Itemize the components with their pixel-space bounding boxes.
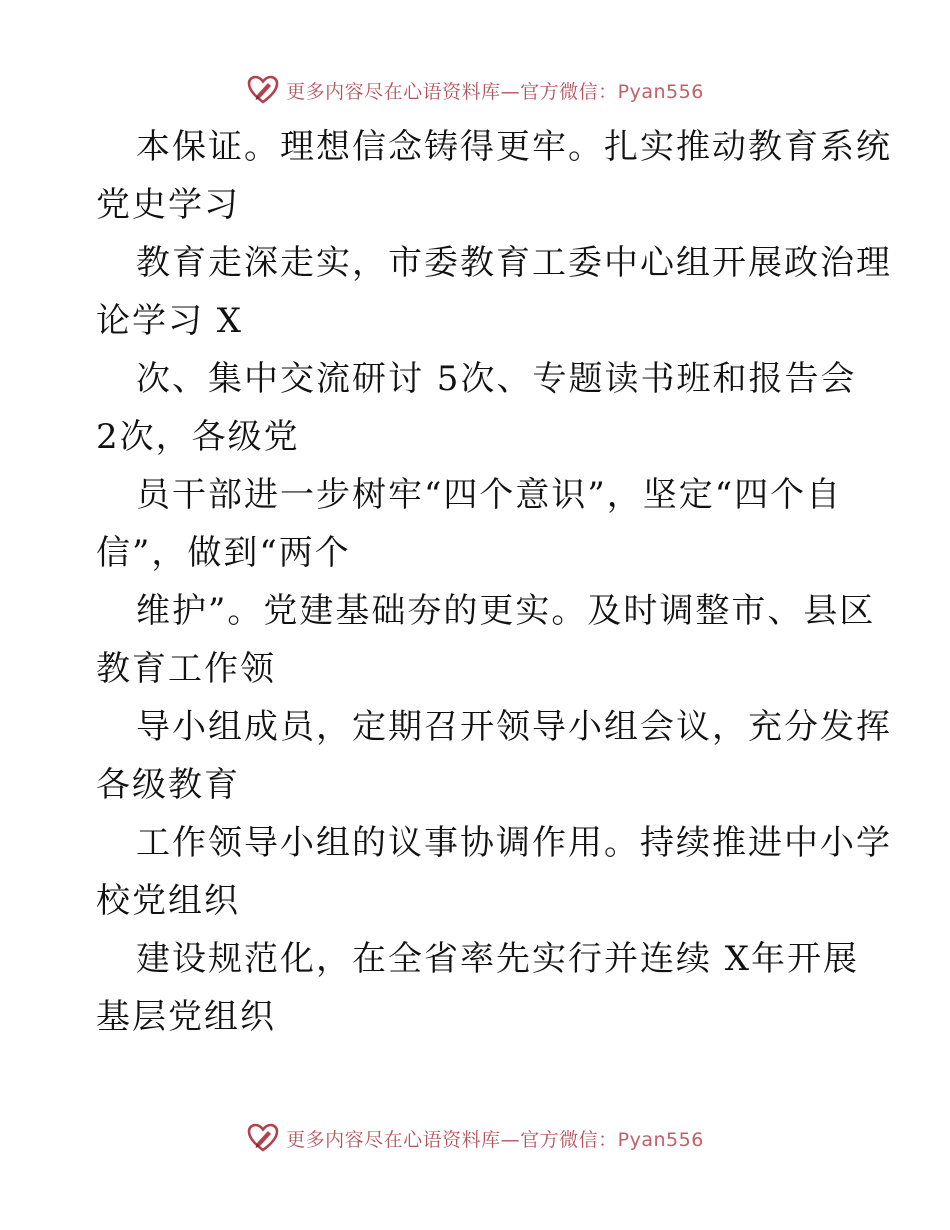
text-line: 2次，各级党: [96, 417, 300, 457]
text-line: 员干部进一步树牢“四个意识”，坚定“四个自: [136, 475, 843, 515]
text-line: 工作领导小组的议事协调作用。持续推进中小学: [136, 823, 892, 863]
text-line: 校党组织: [96, 881, 240, 921]
heart-pen-logo-icon: [246, 1121, 280, 1155]
text-line: 基层党组织: [96, 997, 276, 1037]
text-line: 次、集中交流研讨 5次、专题读书班和报告会: [136, 359, 857, 399]
watermark-text: 更多内容尽在心语资料库—官方微信：Pyan556: [286, 1128, 704, 1151]
text-line: 建设规范化，在全省率先实行并连续 X年开展: [136, 939, 860, 979]
text-line: 教育走深走实，市委教育工委中心组开展政治理: [136, 243, 892, 283]
text-line: 维护”。党建基础夯的更实。及时调整市、县区: [136, 591, 876, 631]
text-line: 本保证。理想信念铸得更牢。扎实推动教育系统: [136, 127, 892, 167]
header-watermark: [0, 70, 950, 110]
heart-pen-logo-icon: [246, 73, 280, 107]
watermark-id: Pyan556: [617, 1128, 704, 1151]
text-line: 导小组成员，定期召开领导小组会议，充分发挥: [136, 707, 892, 747]
text-line: 各级教育: [96, 765, 240, 805]
footer-watermark: [0, 1118, 950, 1158]
text-line: 论学习 X: [96, 301, 244, 341]
watermark-id: Pyan556: [617, 80, 704, 103]
document-body: [96, 118, 892, 1046]
text-line: 党史学习: [96, 185, 240, 225]
text-line: 信”，做到“两个: [96, 533, 351, 573]
text-line: 教育工作领: [96, 649, 276, 689]
watermark-text: 更多内容尽在心语资料库—官方微信：Pyan556: [286, 80, 704, 103]
